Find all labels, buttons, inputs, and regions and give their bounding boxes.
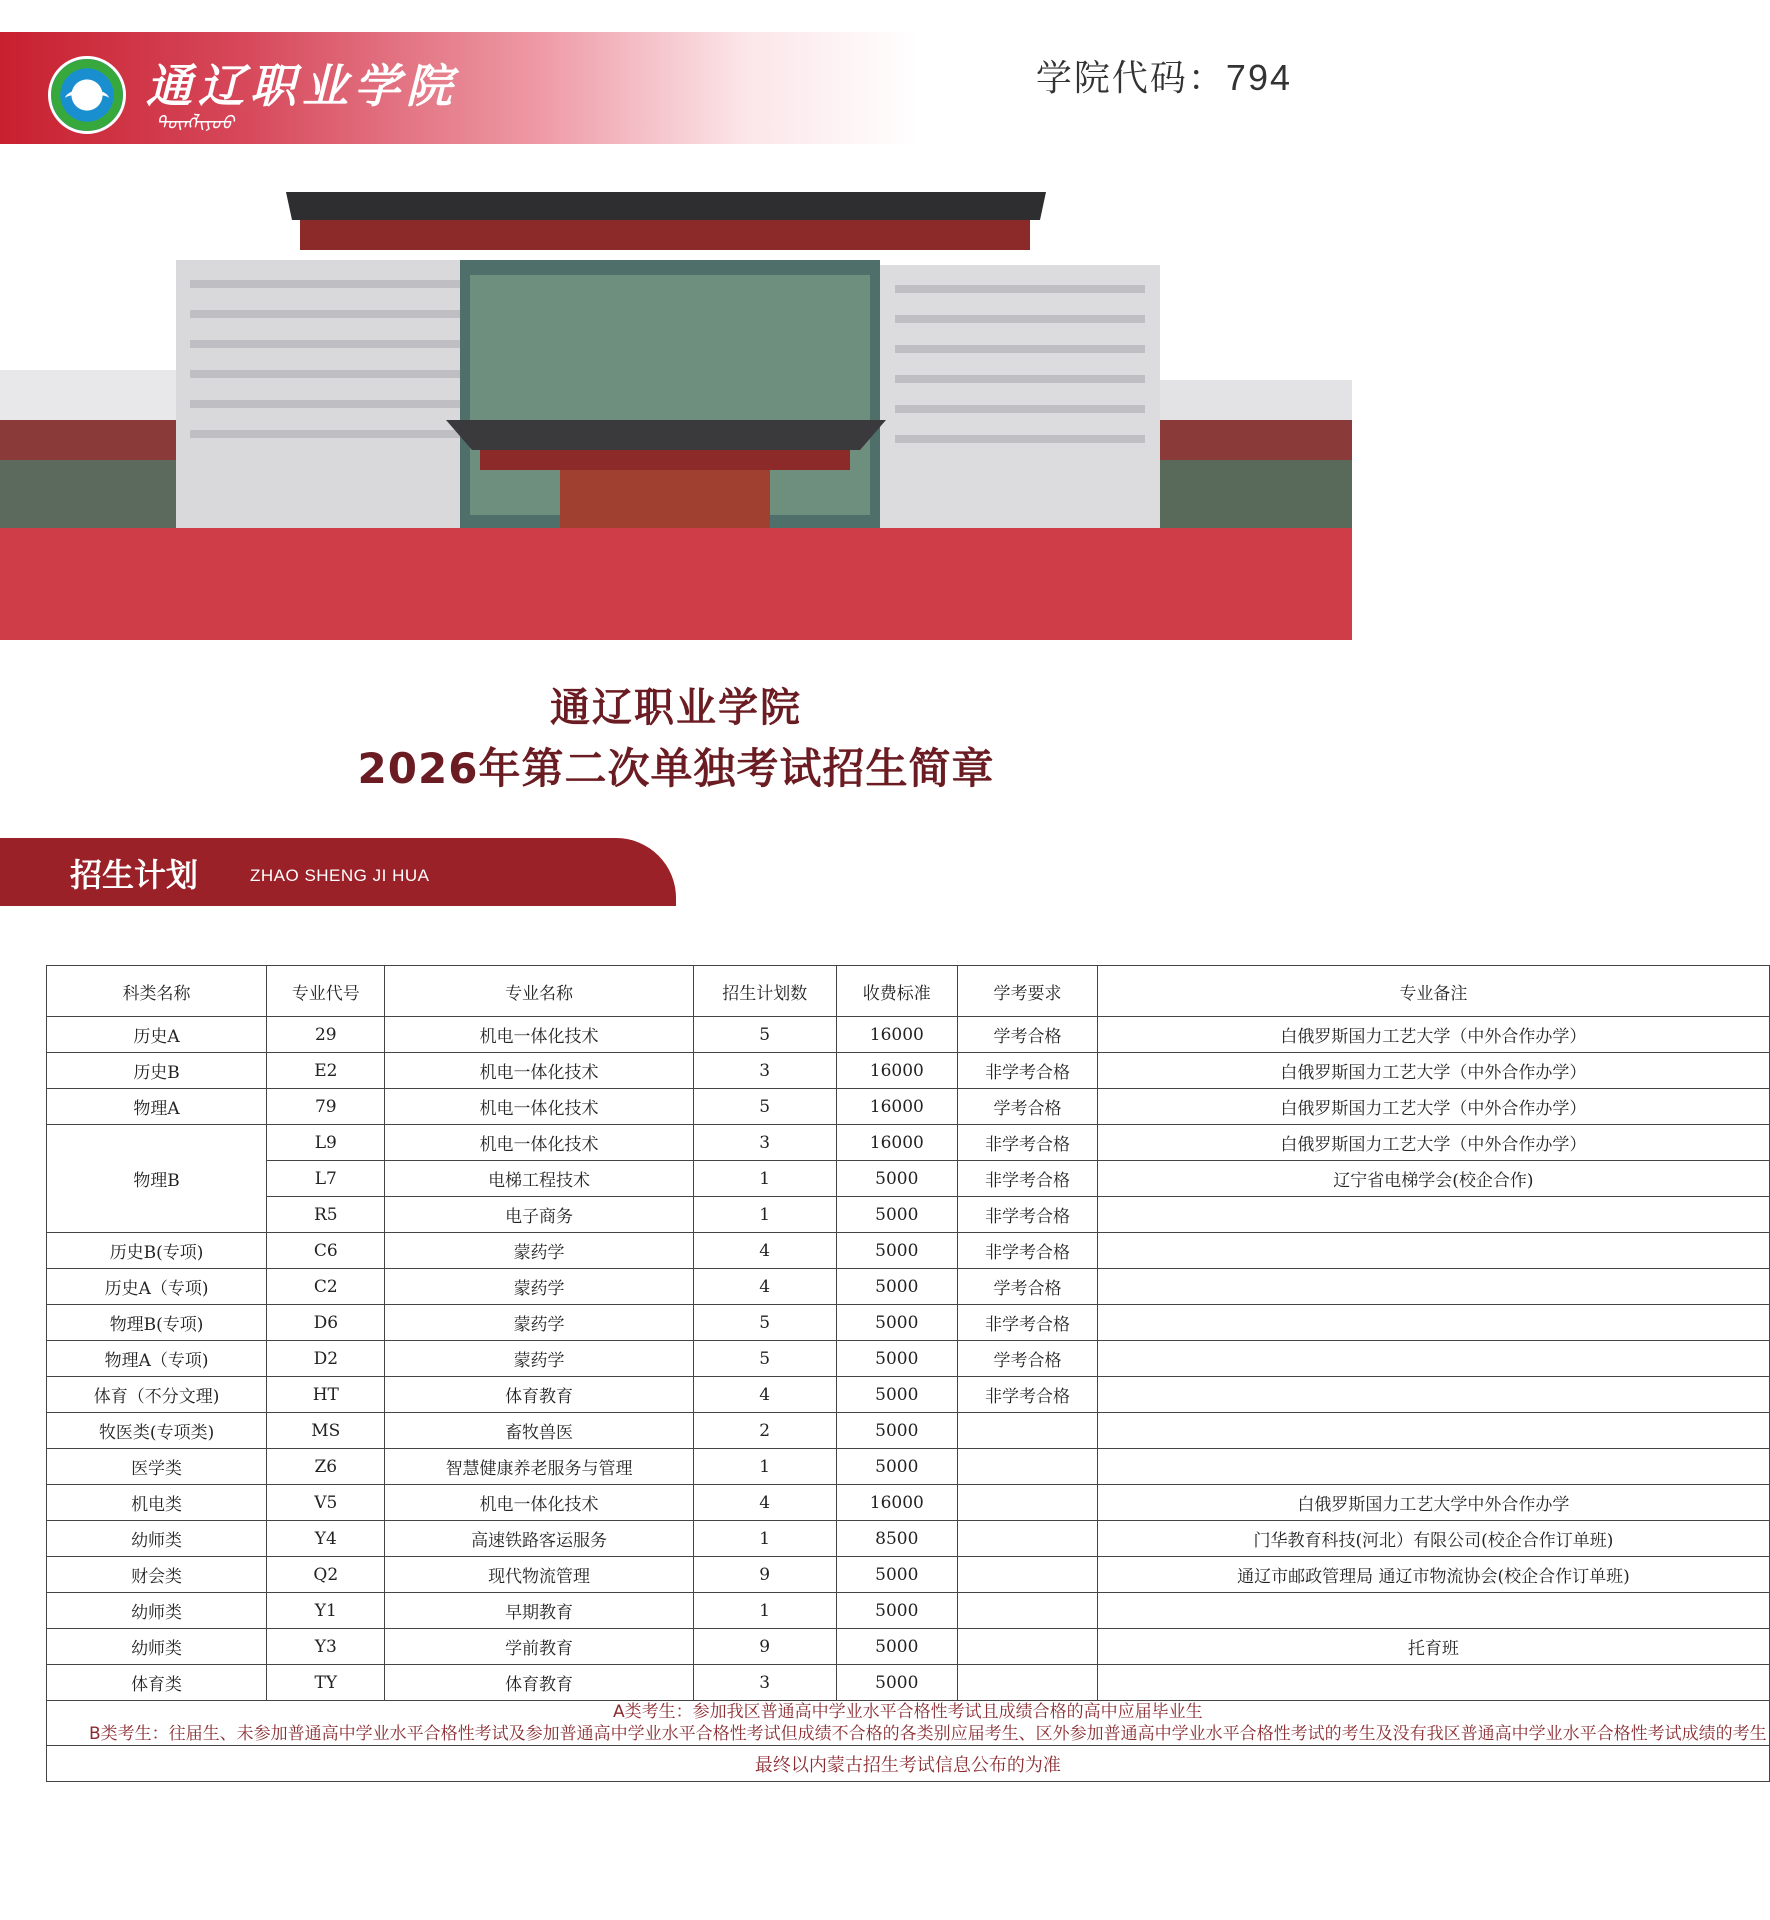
logo-calligraphy: 通辽职业学院	[146, 59, 458, 113]
section-subtitle: ZHAO SHENG JI HUA	[250, 866, 430, 885]
cell-fee: 16000	[836, 1089, 957, 1125]
table-row	[47, 1557, 1770, 1593]
cell-requirement: 非学考合格	[957, 1377, 1097, 1413]
cell-requirement	[957, 1557, 1097, 1593]
cell-code: Q2	[267, 1557, 385, 1593]
school-logo-icon	[48, 56, 126, 134]
cell-category: 体育类	[47, 1665, 267, 1701]
cell-major: 体育教育	[385, 1377, 693, 1413]
cell-fee: 5000	[836, 1413, 957, 1449]
cell-plan: 3	[693, 1125, 836, 1161]
table-row	[47, 1593, 1770, 1629]
cell-note	[1098, 1413, 1769, 1449]
cell-code: TY	[267, 1665, 385, 1701]
cell-plan: 1	[693, 1449, 836, 1485]
final-row	[47, 1746, 1770, 1782]
cell-requirement: 非学考合格	[957, 1197, 1097, 1233]
cell-plan: 5	[693, 1305, 836, 1341]
cell-plan: 3	[693, 1053, 836, 1089]
cell-major: 学前教育	[385, 1629, 693, 1665]
cell-category: 物理A	[47, 1089, 267, 1125]
table-row	[47, 1125, 1770, 1161]
cell-plan: 5	[693, 1017, 836, 1053]
table-row	[47, 1269, 1770, 1305]
cell-requirement: 非学考合格	[957, 1305, 1097, 1341]
cell-plan: 1	[693, 1197, 836, 1233]
cell-code: 79	[267, 1089, 385, 1125]
eligibility-notes	[47, 1701, 1770, 1746]
cell-major: 现代物流管理	[385, 1557, 693, 1593]
cell-fee: 8500	[836, 1521, 957, 1557]
cell-plan: 9	[693, 1557, 836, 1593]
cell-category: 体育（不分文理)	[47, 1377, 267, 1413]
cell-note: 白俄罗斯国力工艺大学（中外合作办学）	[1098, 1089, 1769, 1125]
table-row	[47, 1449, 1770, 1485]
cell-note: 白俄罗斯国力工艺大学（中外合作办学）	[1098, 1125, 1769, 1161]
cell-code: V5	[267, 1485, 385, 1521]
cell-note	[1098, 1449, 1769, 1485]
header-code: 专业代号	[267, 966, 385, 1017]
cell-plan: 2	[693, 1413, 836, 1449]
final-statement: 最终以内蒙古招生考试信息公布的为准	[47, 1746, 1770, 1782]
page-title: 通辽职业学院	[550, 685, 802, 731]
cell-code: L9	[267, 1125, 385, 1161]
cell-fee: 16000	[836, 1017, 957, 1053]
cell-requirement: 非学考合格	[957, 1161, 1097, 1197]
cell-major: 机电一体化技术	[385, 1485, 693, 1521]
cell-category: 医学类	[47, 1449, 267, 1485]
cell-note	[1098, 1593, 1769, 1629]
school-code: 学院代码：794	[1035, 57, 1292, 98]
cell-major: 蒙药学	[385, 1233, 693, 1269]
cell-note: 托育班	[1098, 1629, 1769, 1665]
cell-category: 历史A（专项)	[47, 1269, 267, 1305]
table-row	[47, 1053, 1770, 1089]
cell-requirement: 学考合格	[957, 1017, 1097, 1053]
cell-plan: 1	[693, 1161, 836, 1197]
cell-note: 白俄罗斯国力工艺大学（中外合作办学）	[1098, 1053, 1769, 1089]
page-subtitle: 2026年第二次单独考试招生简章	[357, 744, 995, 793]
cell-code: C6	[267, 1233, 385, 1269]
cell-fee: 16000	[836, 1053, 957, 1089]
red-accent-band	[0, 528, 1352, 640]
cell-requirement	[957, 1665, 1097, 1701]
table-row	[47, 1341, 1770, 1377]
cell-note: 门华教育科技(河北）有限公司(校企合作订单班)	[1098, 1521, 1769, 1557]
header-category: 科类名称	[47, 966, 267, 1017]
cell-fee: 5000	[836, 1197, 957, 1233]
cell-note	[1098, 1377, 1769, 1413]
cell-code: Y3	[267, 1629, 385, 1665]
cell-code: D6	[267, 1305, 385, 1341]
table-row	[47, 1305, 1770, 1341]
cell-code: 29	[267, 1017, 385, 1053]
cell-category: 历史B	[47, 1053, 267, 1089]
cell-major: 电梯工程技术	[385, 1161, 693, 1197]
header-fee: 收费标准	[836, 966, 957, 1017]
cell-note	[1098, 1269, 1769, 1305]
cell-plan: 1	[693, 1521, 836, 1557]
table-row	[47, 1413, 1770, 1449]
cell-major: 机电一体化技术	[385, 1053, 693, 1089]
cell-requirement: 学考合格	[957, 1089, 1097, 1125]
cell-fee: 5000	[836, 1377, 957, 1413]
cell-plan: 4	[693, 1377, 836, 1413]
enrollment-plan-table	[46, 965, 1770, 1782]
cell-category: 物理B(专项)	[47, 1305, 267, 1341]
cell-major: 蒙药学	[385, 1269, 693, 1305]
cell-fee: 5000	[836, 1161, 957, 1197]
cell-plan: 5	[693, 1089, 836, 1125]
cell-requirement	[957, 1521, 1097, 1557]
table-row	[47, 1161, 1770, 1197]
cell-code: D2	[267, 1341, 385, 1377]
cell-note: 辽宁省电梯学会(校企合作)	[1098, 1161, 1769, 1197]
cell-requirement: 非学考合格	[957, 1233, 1097, 1269]
cell-note	[1098, 1665, 1769, 1701]
cell-major: 机电一体化技术	[385, 1017, 693, 1053]
cell-category: 幼师类	[47, 1629, 267, 1665]
cell-code: Y4	[267, 1521, 385, 1557]
cell-category: 机电类	[47, 1485, 267, 1521]
cell-major: 蒙药学	[385, 1305, 693, 1341]
cell-fee: 5000	[836, 1449, 957, 1485]
table-row	[47, 1629, 1770, 1665]
cell-major: 机电一体化技术	[385, 1089, 693, 1125]
cell-code: MS	[267, 1413, 385, 1449]
cell-category: 历史A	[47, 1017, 267, 1053]
cell-category: 物理B	[47, 1125, 267, 1233]
header-major: 专业名称	[385, 966, 693, 1017]
cell-note	[1098, 1233, 1769, 1269]
cell-requirement	[957, 1413, 1097, 1449]
cell-note	[1098, 1341, 1769, 1377]
cell-category: 幼师类	[47, 1593, 267, 1629]
table-row	[47, 1233, 1770, 1269]
cell-requirement	[957, 1449, 1097, 1485]
cell-requirement	[957, 1629, 1097, 1665]
cell-fee: 5000	[836, 1629, 957, 1665]
cell-major: 体育教育	[385, 1665, 693, 1701]
logo-mongolian-script: ᠲᠦᠩᠯᠢᠶᠣᠤ	[156, 113, 234, 134]
cell-major: 蒙药学	[385, 1341, 693, 1377]
cell-requirement: 非学考合格	[957, 1053, 1097, 1089]
table-row	[47, 1377, 1770, 1413]
cell-code: R5	[267, 1197, 385, 1233]
cell-category: 财会类	[47, 1557, 267, 1593]
cell-fee: 5000	[836, 1341, 957, 1377]
section-title: 招生计划	[70, 856, 199, 894]
cell-fee: 5000	[836, 1305, 957, 1341]
cell-note	[1098, 1197, 1769, 1233]
cell-fee: 16000	[836, 1485, 957, 1521]
cell-code: Z6	[267, 1449, 385, 1485]
cell-category: 历史B(专项)	[47, 1233, 267, 1269]
cell-plan: 4	[693, 1233, 836, 1269]
cell-fee: 5000	[836, 1593, 957, 1629]
notes-row	[47, 1701, 1770, 1746]
cell-note: 通辽市邮政管理局 通辽市物流协会(校企合作订单班)	[1098, 1557, 1769, 1593]
cell-category: 牧医类(专项类)	[47, 1413, 267, 1449]
cell-requirement	[957, 1593, 1097, 1629]
table-row	[47, 1017, 1770, 1053]
note-a: A类考生：参加我区普通高中学业水平合格性考试且成绩合格的高中应届毕业生	[613, 1702, 1203, 1722]
table-row	[47, 1089, 1770, 1125]
cell-major: 电子商务	[385, 1197, 693, 1233]
header-requirement: 学考要求	[957, 966, 1097, 1017]
cell-major: 畜牧兽医	[385, 1413, 693, 1449]
header-note: 专业备注	[1098, 966, 1769, 1017]
cell-plan: 1	[693, 1593, 836, 1629]
table-row	[47, 1485, 1770, 1521]
cell-plan: 4	[693, 1269, 836, 1305]
cell-fee: 5000	[836, 1557, 957, 1593]
cell-code: L7	[267, 1161, 385, 1197]
table-row	[47, 1665, 1770, 1701]
cell-code: E2	[267, 1053, 385, 1089]
cell-major: 早期教育	[385, 1593, 693, 1629]
header-plan: 招生计划数	[693, 966, 836, 1017]
cell-fee: 5000	[836, 1665, 957, 1701]
table-row	[47, 1521, 1770, 1557]
cell-major: 智慧健康养老服务与管理	[385, 1449, 693, 1485]
cell-major: 机电一体化技术	[385, 1125, 693, 1161]
cell-note: 白俄罗斯国力工艺大学（中外合作办学）	[1098, 1017, 1769, 1053]
cell-fee: 5000	[836, 1233, 957, 1269]
cell-plan: 3	[693, 1665, 836, 1701]
table-header-row	[47, 966, 1770, 1017]
cell-code: Y1	[267, 1593, 385, 1629]
cell-category: 幼师类	[47, 1521, 267, 1557]
table-row	[47, 1197, 1770, 1233]
cell-fee: 16000	[836, 1125, 957, 1161]
cell-fee: 5000	[836, 1269, 957, 1305]
cell-requirement: 学考合格	[957, 1341, 1097, 1377]
cell-plan: 4	[693, 1485, 836, 1521]
cell-requirement: 非学考合格	[957, 1125, 1097, 1161]
cell-requirement: 学考合格	[957, 1269, 1097, 1305]
cell-code: C2	[267, 1269, 385, 1305]
cell-plan: 5	[693, 1341, 836, 1377]
cell-requirement	[957, 1485, 1097, 1521]
cell-note: 白俄罗斯国力工艺大学中外合作办学	[1098, 1485, 1769, 1521]
cell-note	[1098, 1305, 1769, 1341]
cell-code: HT	[267, 1377, 385, 1413]
cell-major: 高速铁路客运服务	[385, 1521, 693, 1557]
note-b: B类考生：往届生、未参加普通高中学业水平合格性考试及参加普通高中学业水平合格性考试但成绩不合格的各类别应届考生、区外参加普通高中学业水平合格性考试的考生及没有我区普通高中学业水平合格性考试成绩的考生	[89, 1724, 1767, 1744]
cell-plan: 9	[693, 1629, 836, 1665]
cell-category: 物理A（专项)	[47, 1341, 267, 1377]
